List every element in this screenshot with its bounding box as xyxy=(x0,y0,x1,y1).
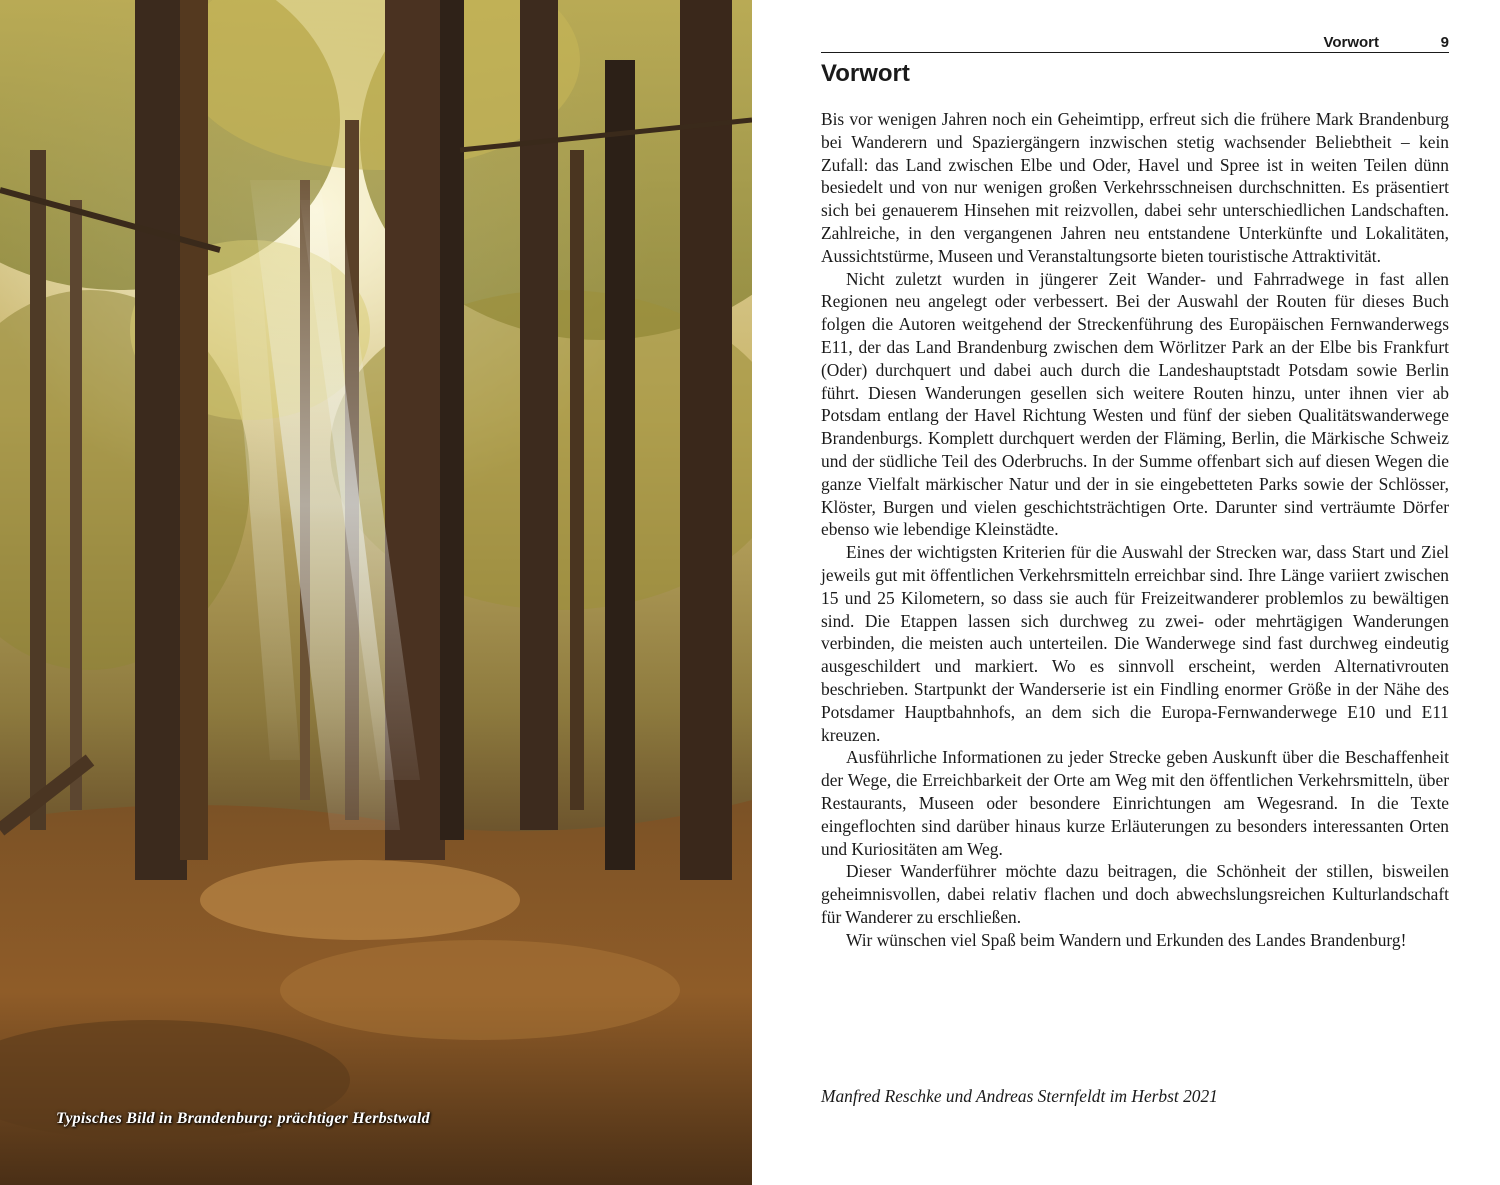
paragraph: Wir wünschen viel Spaß beim Wandern und Erkunden des Landes Brandenburg! xyxy=(846,929,1407,950)
page-number: 9 xyxy=(1440,34,1449,51)
paragraph: Nicht zuletzt wurden in jüngerer Zeit Wander- und Fahrradwege in fast allen Regionen neu angelegt oder verbessert. Bei der Auswahl der Routen für dieses Buch folgen die Autoren weitgehend der Streckenführung des Europäischen Fernwanderwegs E11, der das Land Brandenburg zwischen dem Wörlitzer Park an der Elbe bis Frankfurt (Oder) durchquert und dabei auch durch die Landeshauptstadt Potsdam sowie Berlin führt. Diesen Wanderungen gesellen sich weitere Routen hinzu, unter ihnen vier ab Potsdam entlang der Havel Richtung Westen und fünf der sieben Qualitätswanderwege Brandenburgs. Komplett durchquert werden der Fläming, Berlin, die Märkische Schweiz und der südliche Teil des Oderbruchs. In der Summe offenbart sich auf diesen Wegen die ganze Vielfalt märkischer Natur und der in sie eingebetteten Parks sowie der Schlösser, Klöster, Burgen und vielen geschichtsträchtigen Orte. Darunter sind verträumte Dörfer ebenso wie lebendige Kleinstädte. xyxy=(821,268,1449,540)
paragraph: Eines der wichtigsten Kriterien für die Auswahl der Strecken war, dass Start und Ziel jeweils gut mit öffentlichen Verkehrsmitteln erreichbar sind. Ihre Länge variiert zwischen 15 und 25 Kilometern, so dass sie auch für Freizeitwanderer problemlos zu bewältigen sind. Die Etappen lassen sich durchweg zu zwei- oder mehrtägigen Wanderungen verbinden, die meisten auch unterteilen. Die Wanderwege sind fast durchweg eindeutig ausgeschildert und markiert. Wo es sinnvoll erscheint, werden Alternativrouten beschrieben. Startpunkt der Wanderserie ist ein Findling enormer Größe in der Nähe des Potsdamer Hauptbahnhofs, an dem sich die Europa-Fernwanderwege E10 und E11 kreuzen. xyxy=(821,542,1449,745)
running-head-title: Vorwort xyxy=(1323,34,1379,51)
photo-caption: Typisches Bild in Brandenburg: prächtiger Herbstwald xyxy=(56,1110,430,1127)
paragraph: Bis vor wenigen Jahren noch ein Geheimtipp, erfreut sich die frühere Mark Brandenburg bei Wanderern und Spaziergängern inzwischen stetig wachsender Beliebtheit – kein Zufall: das Land zwischen Elbe und Oder, Havel und Spree ist in weiten Teilen dünn besiedelt und von nur wenigen großen Verkehrsschneisen durchschnitten. Es präsentiert sich bei genauerem Hinsehen mit reizvollen, dabei sehr unterschiedlichen Landschaften. Zahlreiche, in den vergangenen Jahren neu entstandene Unterkünfte und Lokalitäten, Aussichtstürme, Museen und Veranstaltungsorte bieten touristische Attraktivität. xyxy=(821,109,1449,266)
body-text xyxy=(821,108,1449,951)
running-head xyxy=(821,32,1449,53)
paragraph: Dieser Wanderführer möchte dazu beitragen, die Schönheit der stillen, bisweilen geheimnisvollen, dabei relativ flachen und doch abwechslungsreichen Kulturlandschaft für Wanderer zu erschließen. xyxy=(821,861,1449,927)
text-page xyxy=(752,0,1500,1185)
author-signature: Manfred Reschke und Andreas Sternfeldt im Herbst 2021 xyxy=(821,1086,1218,1106)
chapter-title: Vorwort xyxy=(821,60,910,87)
paragraph: Ausführliche Informationen zu jeder Strecke geben Auskunft über die Beschaffenheit der Wege, die Erreichbarkeit der Orte am Weg mit den öffentlichen Verkehrsmitteln, über Restaurants, Museen oder besondere Einrichtungen am Wegesrand. In die Texte eingeflochten sind darüber hinaus kurze Erläuterungen zu besonders interessanten Orten und Kuriositäten am Weg. xyxy=(821,747,1449,859)
